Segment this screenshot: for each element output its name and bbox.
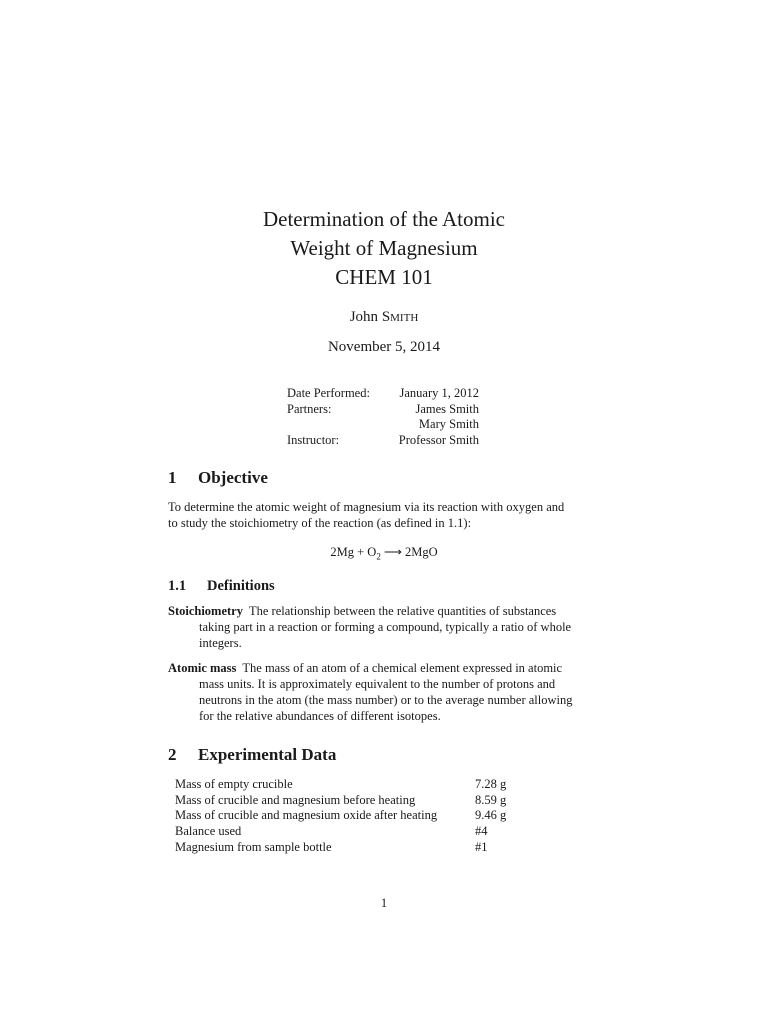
data-value: 7.28 g [475,777,507,791]
subsection-number: 1.1 [168,578,187,594]
section-number: 2 [168,745,177,764]
table-row [175,793,515,809]
definition-stoichiometry [168,603,602,651]
section-title: Objective [198,468,268,487]
definition-line: integers. [199,636,242,650]
definition-text: The relationship between the relative quantities of substances [248,604,557,618]
definition-term: Stoichiometry [168,604,243,618]
info-value: January 1, 2012 [399,386,479,400]
section-title: Experimental Data [198,745,337,764]
info-value: James Smith [415,401,479,416]
definition-first-line [168,660,602,676]
info-row [287,433,483,449]
definition-text: The mass of an atom of a chemical element expressed in atomic [242,661,563,675]
info-value: Mary Smith [418,417,479,432]
table-row [175,777,515,793]
info-label: Instructor: [287,433,340,448]
info-table [287,386,483,449]
equation-subscript: 2 [376,551,381,562]
subsection-title: Definitions [207,578,275,594]
data-value: 9.46 g [475,808,507,823]
table-row [175,808,515,824]
definition-line: for the relative abundances of different isotopes. [199,709,441,723]
data-label: Magnesium from sample bottle [175,839,332,854]
equation-reactants: 2Mg + O [330,545,377,559]
page-number: 1 [380,896,388,910]
author-last-name: Smith [381,309,419,325]
definition-line: neutrons in the atom (the mass number) or to the average number allowing [199,693,573,707]
document-title [0,205,768,292]
definition-line: taking part in a reaction or forming a compound, typically a ratio of whole [199,620,572,634]
author [0,307,768,327]
title-line-3: CHEM 101 [335,265,433,289]
objective-paragraph [168,499,602,531]
reaction-equation [0,544,768,565]
section-heading-experimental-data [168,744,336,766]
document-date: November 5, 2014 [327,339,441,355]
equation-products: 2MgO [404,545,438,559]
definition-atomic-mass [168,660,602,724]
paragraph-line: To determine the atomic weight of magnesium via its reaction with oxygen and [168,500,565,514]
title-line-2: Weight of Magnesium [290,236,478,260]
definition-term: Atomic mass [168,661,237,675]
section-number: 1 [168,468,177,487]
data-value: #1 [475,839,488,854]
title-line-1: Determination of the Atomic [262,207,506,231]
subsection-heading-definitions [168,577,275,595]
info-label: Date Performed: [287,386,370,400]
info-row [287,417,483,433]
paragraph-line: to study the stoichiometry of the reaction (as defined in 1.1): [168,516,472,530]
table-row [175,840,515,856]
section-heading-objective [168,467,268,489]
author-first-name: John [349,309,379,325]
info-row [287,402,483,418]
definition-first-line [168,603,602,619]
table-row [175,824,515,840]
info-label: Partners: [287,401,332,416]
info-row [287,386,483,402]
data-label: Balance used [175,824,242,839]
experimental-data-table [175,777,515,855]
data-value: #4 [475,824,488,839]
definition-line: mass units. It is approximately equivalent to the number of protons and [199,677,556,691]
data-label: Mass of crucible and magnesium before heating [175,792,416,807]
info-value: Professor Smith [398,433,479,448]
data-value: 8.59 g [475,792,507,807]
data-label: Mass of empty crucible [175,777,293,791]
data-label: Mass of crucible and magnesium oxide after heating [175,808,438,823]
equation-arrow: ⟶ [383,545,402,559]
